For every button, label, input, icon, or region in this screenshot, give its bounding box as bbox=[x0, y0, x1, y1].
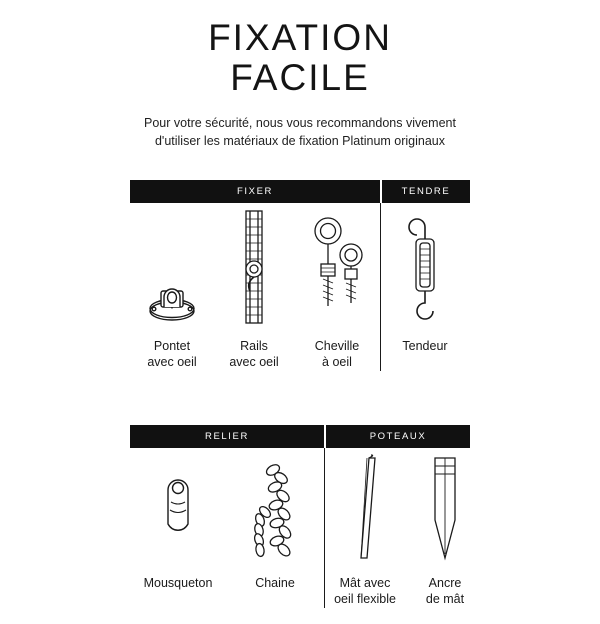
turnbuckle-icon bbox=[380, 209, 470, 329]
item-cheville-a-oeil[interactable] bbox=[294, 209, 380, 381]
items-row-1 bbox=[130, 203, 470, 381]
group-tendre bbox=[380, 209, 470, 381]
caption-line-1: Pontet bbox=[153, 339, 191, 354]
section-relier-poteaux bbox=[130, 425, 470, 624]
header-poteaux: POTEAUX bbox=[369, 431, 427, 443]
item-caption bbox=[380, 339, 470, 355]
item-caption bbox=[294, 339, 380, 370]
caption-line-1: Ancre bbox=[428, 576, 462, 591]
caption-line-2: avec oeil bbox=[229, 354, 279, 369]
caption-line-1: Mousqueton bbox=[143, 576, 213, 591]
item-caption bbox=[214, 339, 294, 370]
item-chaine[interactable] bbox=[226, 454, 324, 624]
eye-bolt-icon bbox=[294, 209, 380, 329]
caption-line-1: Rails bbox=[240, 339, 268, 354]
items-row-2 bbox=[130, 448, 470, 624]
caption-line-2: à oeil bbox=[322, 354, 352, 369]
section-fixer-tendre bbox=[130, 180, 470, 381]
column-divider bbox=[324, 448, 325, 608]
caption-line-1: Chaine bbox=[255, 576, 295, 591]
subtitle-line-2: d'utiliser les matériaux de fixation Platinum originaux bbox=[154, 134, 446, 149]
item-caption bbox=[406, 576, 484, 607]
section-header-bar bbox=[130, 425, 470, 448]
item-caption bbox=[130, 576, 226, 592]
carabiner-icon bbox=[130, 454, 226, 566]
subtitle-line-1: Pour votre sécurité, nous vous recommandons vivement bbox=[144, 115, 456, 130]
column-divider bbox=[380, 203, 381, 371]
subtitle bbox=[100, 114, 500, 150]
item-pontet-avec-oeil[interactable] bbox=[130, 209, 214, 381]
caption-line-1: Cheville bbox=[314, 339, 360, 354]
eye-rail-icon bbox=[214, 209, 294, 329]
page-title bbox=[0, 18, 600, 98]
ground-anchor-icon bbox=[406, 454, 484, 566]
title-line-2: FACILE bbox=[230, 56, 370, 98]
caption-line-1: Tendeur bbox=[402, 339, 448, 354]
item-tendeur[interactable] bbox=[380, 209, 470, 381]
group-relier bbox=[130, 454, 324, 624]
caption-line-1: Mât avec bbox=[339, 576, 391, 591]
item-caption bbox=[324, 576, 406, 607]
section-header-bar bbox=[130, 180, 470, 203]
item-ancre-de-mat[interactable] bbox=[406, 454, 484, 624]
eye-plate-icon bbox=[130, 209, 214, 329]
header-tendre: TENDRE bbox=[401, 186, 451, 198]
header-relier: RELIER bbox=[205, 431, 249, 443]
item-caption bbox=[130, 339, 214, 370]
flexible-pole-icon bbox=[324, 454, 406, 566]
header-fixer: FIXER bbox=[237, 186, 273, 198]
item-rails-avec-oeil[interactable] bbox=[214, 209, 294, 381]
caption-line-2: oeil flexible bbox=[334, 591, 396, 606]
item-mousqueton[interactable] bbox=[130, 454, 226, 624]
item-caption bbox=[226, 576, 324, 592]
group-fixer bbox=[130, 209, 380, 381]
title-line-1: FIXATION bbox=[208, 17, 392, 58]
chain-icon bbox=[226, 454, 324, 566]
item-mat-avec-oeil-flexible[interactable] bbox=[324, 454, 406, 624]
caption-line-2: avec oeil bbox=[147, 354, 197, 369]
caption-line-2: de mât bbox=[425, 591, 465, 606]
group-poteaux bbox=[324, 454, 484, 624]
